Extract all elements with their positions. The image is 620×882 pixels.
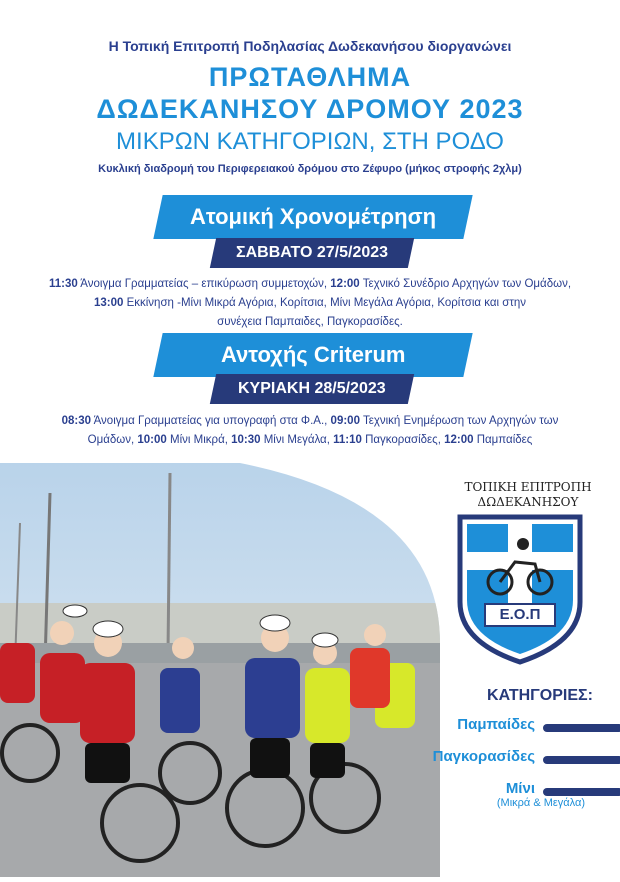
route-description: Κυκλική διαδρομή του Περιφερειακού δρόμου στο Ζέφυρο (μήκος στροφής 2χλμ) [98, 163, 522, 175]
event2-banner [153, 333, 472, 377]
event2-desc-3: Μίνι Μικρά, [166, 434, 232, 446]
event2-schedule [20, 412, 600, 450]
event1-desc-3: Εκκίνηση -Μίνι Μικρά Αγόρια, Κορίτσια, Μίνι Μεγάλα Αγόρια, Κορίτσια και στην [123, 297, 527, 309]
category-pagkorasides: Παγκορασίδες [432, 748, 535, 765]
event2-time-2: 09:00 [330, 415, 360, 427]
category-bar-2 [543, 756, 620, 764]
event2-desc-5: Παγκορασίδες, [361, 434, 445, 446]
category-pampaides: Παμπαίδες [457, 716, 535, 733]
event2-time-4: 10:30 [231, 434, 261, 446]
event2-date: ΚΥΡΙΑΚΗ 28/5/2023 [238, 380, 386, 397]
emblem-text: Ε.Ο.Π [499, 606, 541, 623]
logo-line-1: ΤΟΠΙΚΗ ΕΠΙΤΡΟΠΗ [464, 480, 592, 494]
event2-time-3: 10:00 [137, 434, 167, 446]
title-line-3: ΜΙΚΡΩΝ ΚΑΤΗΓΟΡΙΩΝ, ΣΤΗ ΡΟΔΟ [116, 128, 504, 155]
category-bar-3 [543, 788, 620, 796]
title-line-2: ΔΩΔΕΚΑΝΗΣΟΥ ΔΡΟΜΟΥ 2023 [96, 94, 524, 124]
logo-line-2: ΔΩΔΕΚΑΝΗΣΟΥ [477, 495, 579, 509]
event2-name: Αντοχής Criterum [220, 342, 406, 367]
event1-name: Ατομική Χρονομέτρηση [189, 204, 437, 229]
event1-desc-3b: συνέχεια Παμπαιδες, Παγκορασίδες. [217, 316, 403, 328]
event1-banner [153, 195, 472, 239]
event2-desc-6: Παμπαίδες [473, 434, 533, 446]
event2-desc-2: Τεχνική Ενημέρωση των Αρχηγών των [359, 415, 559, 427]
federation-emblem [455, 512, 585, 667]
event1-desc-1: Άνοιγμα Γραμματείας – επικύρωση συμμετοχών, [77, 278, 331, 290]
event2-desc-1: Άνοιγμα Γραμματείας για υπογραφή στα Φ.Α., [91, 415, 331, 427]
category-mini-note: (Μικρά & Μεγάλα) [496, 797, 585, 809]
event2-time-5: 11:10 [333, 434, 362, 446]
event1-time-2: 12:00 [330, 278, 360, 290]
event1-time-1: 11:30 [48, 278, 78, 290]
event2-date-banner [210, 374, 414, 404]
event1-desc-2: Τεχνικό Συνέδριο Αρχηγών των Ομάδων, [359, 278, 572, 290]
event2-desc-2b: Ομάδων, [87, 434, 138, 446]
cyclists-photo [0, 463, 440, 877]
event2-desc-4: Μίνι Μεγάλα, [260, 434, 334, 446]
shield-icon [455, 512, 585, 667]
logo-title [458, 480, 598, 510]
event1-time-3: 13:00 [93, 297, 124, 309]
event1-date: ΣΑΒΒΑΤΟ 27/5/2023 [235, 244, 389, 261]
category-bar-1 [543, 724, 620, 732]
cyclists-photo-illustration [0, 463, 440, 877]
event1-date-banner [210, 238, 414, 268]
event2-time-1: 08:30 [61, 415, 92, 427]
organizer-line: Η Τοπική Επιτροπή Ποδηλασίας Δωδεκανήσου διοργανώνει [108, 38, 512, 54]
category-mini: Μίνι [505, 780, 535, 797]
categories-title: ΚΑΤΗΓΟΡΙΕΣ: [487, 687, 593, 704]
event2-time-6: 12:00 [444, 434, 474, 446]
event1-schedule [20, 275, 600, 332]
title-line-1: ΠΡΩΤΑΘΛΗΜΑ [208, 62, 412, 92]
